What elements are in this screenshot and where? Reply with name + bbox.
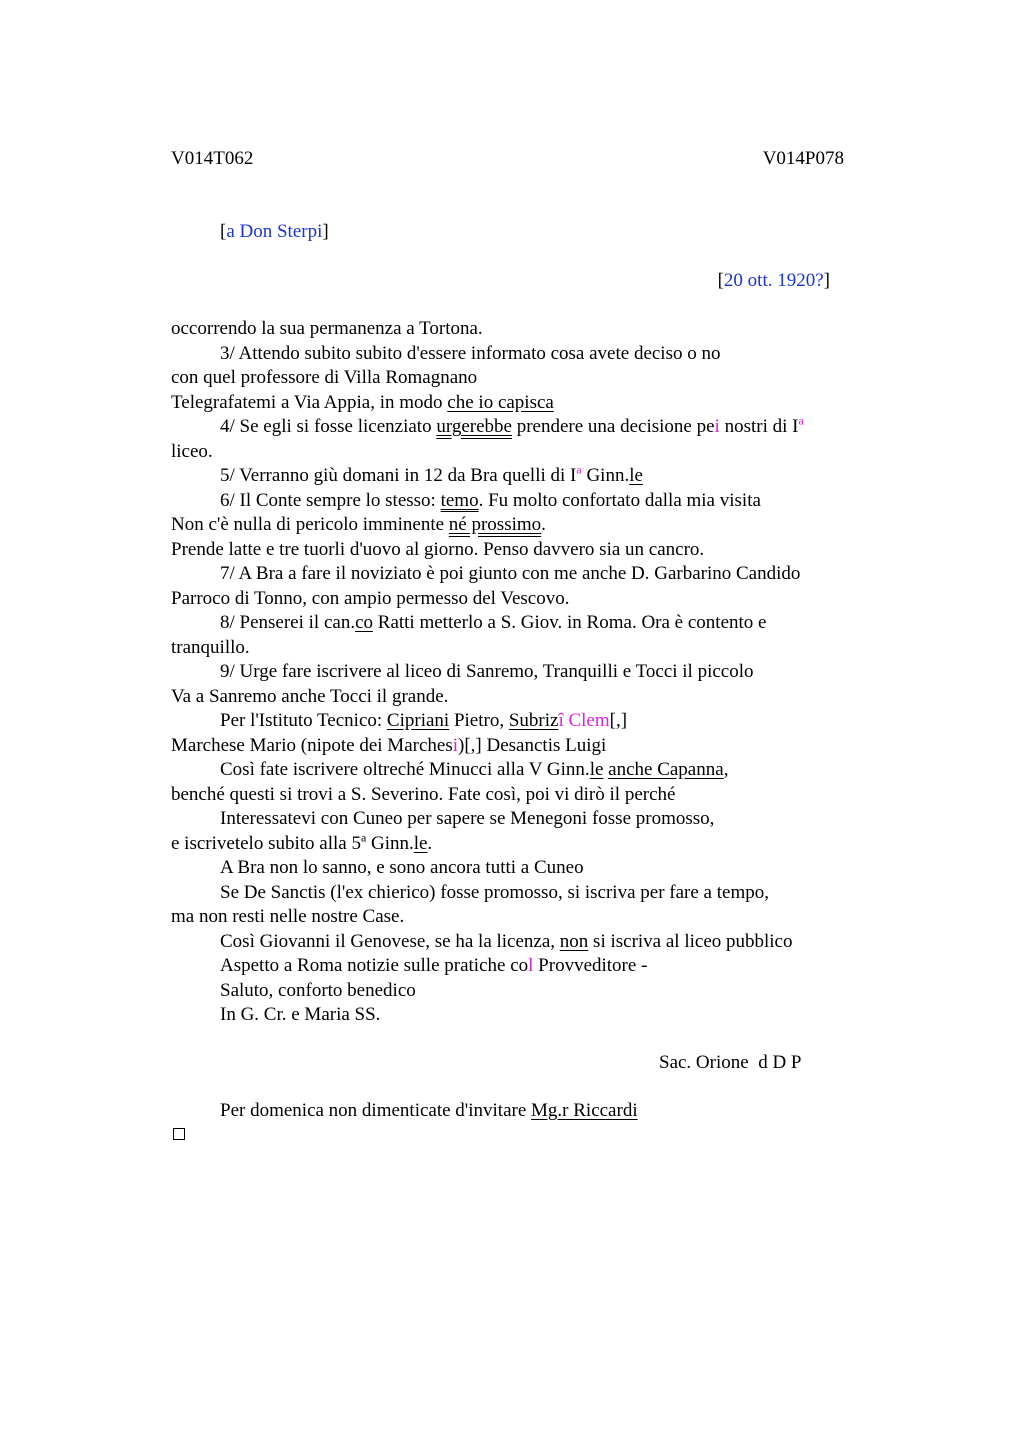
text-span: 6/ Il Conte sempre lo stesso:	[220, 489, 441, 511]
text-span: Aspetto a Roma notizie sulle pratiche co	[220, 955, 529, 976]
text-line	[171, 930, 871, 955]
text-span: Provveditore -	[533, 955, 648, 976]
text-line: Parroco di Tonno, con ampio permesso del Vescovo.	[171, 587, 570, 609]
text-span: Ginn.	[581, 465, 630, 486]
underlined-text: che io capisca	[447, 391, 554, 413]
text-line: A Bra non lo sanno, e sono ancora tutti a Cuneo	[220, 857, 584, 878]
text-line	[171, 513, 871, 538]
text-line: ma non resti nelle nostre Case.	[171, 906, 405, 927]
double-underlined-text: né prossimo	[448, 514, 542, 535]
text-span: . Fu molto confortato dalla mia visita	[478, 489, 761, 511]
bracket-close: ]	[322, 221, 329, 242]
text-span: Pietro,	[449, 710, 509, 731]
postscript	[220, 1099, 638, 1123]
text-line: 7/ A Bra a fare il noviziato è poi giunto con me anche D. Garbarino Candido	[220, 563, 801, 584]
text-line	[171, 489, 871, 514]
text-span: ,	[723, 759, 729, 780]
text-line: 9/ Urge fare iscrivere al liceo di Sanremo, Tranquilli e Tocci il piccolo	[220, 661, 754, 682]
text-line: Prende latte e tre tuorli d'uovo al giorno. Penso davvero sia un cancro.	[171, 538, 705, 560]
text-line: tranquillo.	[171, 636, 250, 658]
text-line	[171, 832, 871, 857]
underlined-text: Mg.r Riccardi	[531, 1100, 638, 1121]
text-line: con quel professore di Villa Romagnano	[171, 367, 478, 388]
text-line	[171, 954, 871, 979]
text-line: benché questi si trovi a S. Severino. Fate così, poi vi dirò il perché	[171, 783, 676, 805]
signature: Sac. Orione d D P	[659, 1052, 802, 1073]
text-line	[171, 391, 871, 416]
double-underlined-text: temo	[440, 489, 479, 511]
text-span: Marchese Mario (nipote dei Marches	[171, 734, 453, 756]
text-line: 3/ Attendo subito subito d'essere informato cosa avete deciso o no	[220, 342, 721, 364]
text-line: Interessatevi con Cuneo per sapere se Menegoni fosse promosso,	[220, 808, 715, 829]
text-line	[171, 709, 871, 734]
text-line	[171, 611, 871, 636]
end-of-document-box	[173, 1128, 185, 1140]
underlined-text: co	[355, 612, 374, 633]
text-span: 5/ Verranno giù domani in 12 da Bra quelli di I	[220, 465, 577, 486]
text-line: Se De Sanctis (l'ex chierico) fosse promosso, si iscriva per fare a tempo,	[220, 881, 769, 903]
text-line	[171, 734, 871, 759]
recipient-line	[220, 220, 329, 244]
correction-text: Clem	[563, 710, 610, 731]
text-line: Saluto, conforto benedico	[220, 979, 416, 1001]
text-span: Così Giovanni il Genovese, se ha la licenza,	[220, 930, 560, 952]
letter-body	[171, 317, 871, 1028]
text-span: e iscrivetelo subito alla 5	[171, 832, 361, 854]
text-span: .	[541, 514, 546, 535]
underlined-text: Subriz	[508, 710, 559, 731]
postscript-text: Per domenica non dimenticate d'invitare	[220, 1100, 532, 1121]
text-line: Va a Sanremo anche Tocci il grande.	[171, 685, 449, 707]
correction-text: î	[558, 710, 564, 731]
text-span: .	[427, 832, 433, 854]
superscript: a	[798, 413, 804, 428]
text-line: occorrendo la sua permanenza a Tortona.	[171, 318, 483, 339]
underlined-text: le	[589, 759, 604, 780]
text-span: Non c'è nulla di pericolo imminente	[171, 514, 449, 535]
superscript: a	[360, 830, 367, 845]
underlined-text: Cipriani	[386, 710, 450, 731]
text-span: prendere una decisione pe	[511, 416, 715, 437]
text-line	[171, 464, 871, 489]
text-span: 8/ Penserei il can.	[220, 612, 356, 633]
text-line	[171, 415, 871, 440]
date-text: 20 ott. 1920?	[723, 270, 824, 291]
superscript: a	[576, 462, 582, 477]
text-span: Così fate iscrivere oltreché Minucci alla V Ginn.	[220, 759, 590, 780]
text-span: )[,] Desanctis Luigi	[458, 734, 607, 756]
text-span: Ginn.	[366, 832, 414, 854]
text-span: Ratti metterlo a S. Giov. in Roma. Ora è contento e	[373, 612, 767, 633]
text-span: [,]	[609, 710, 628, 731]
text-line	[171, 758, 871, 783]
correction-text: l	[528, 955, 534, 976]
text-line: In G. Cr. e Maria SS.	[220, 1004, 381, 1025]
underlined-text: le	[629, 465, 643, 486]
correction-text: i	[452, 734, 459, 756]
bracket-close: ]	[823, 270, 830, 291]
underlined-text: le	[413, 832, 428, 854]
document-ref-left: V014T062	[171, 148, 254, 169]
correction-text: i	[714, 416, 720, 437]
document-ref-right: V014P078	[762, 148, 844, 169]
text-span: Telegrafatemi a Via Appia, in modo	[171, 391, 448, 413]
text-span: nostri di I	[719, 416, 799, 437]
bracket-open: [	[717, 270, 724, 291]
text-span: Per l'Istituto Tecnico:	[220, 710, 387, 731]
bracket-open: [	[220, 221, 227, 242]
letter-date	[718, 269, 830, 293]
double-underlined-text: urgerebbe	[436, 416, 512, 437]
text-line: liceo.	[171, 440, 213, 462]
text-span: 4/ Se egli si fosse licenziato	[220, 416, 437, 437]
recipient-name: a Don Sterpi	[226, 221, 323, 242]
underlined-text: anche Capanna	[608, 759, 724, 780]
underlined-text: non	[559, 930, 589, 952]
text-span: si iscriva al liceo pubblico	[588, 930, 793, 952]
